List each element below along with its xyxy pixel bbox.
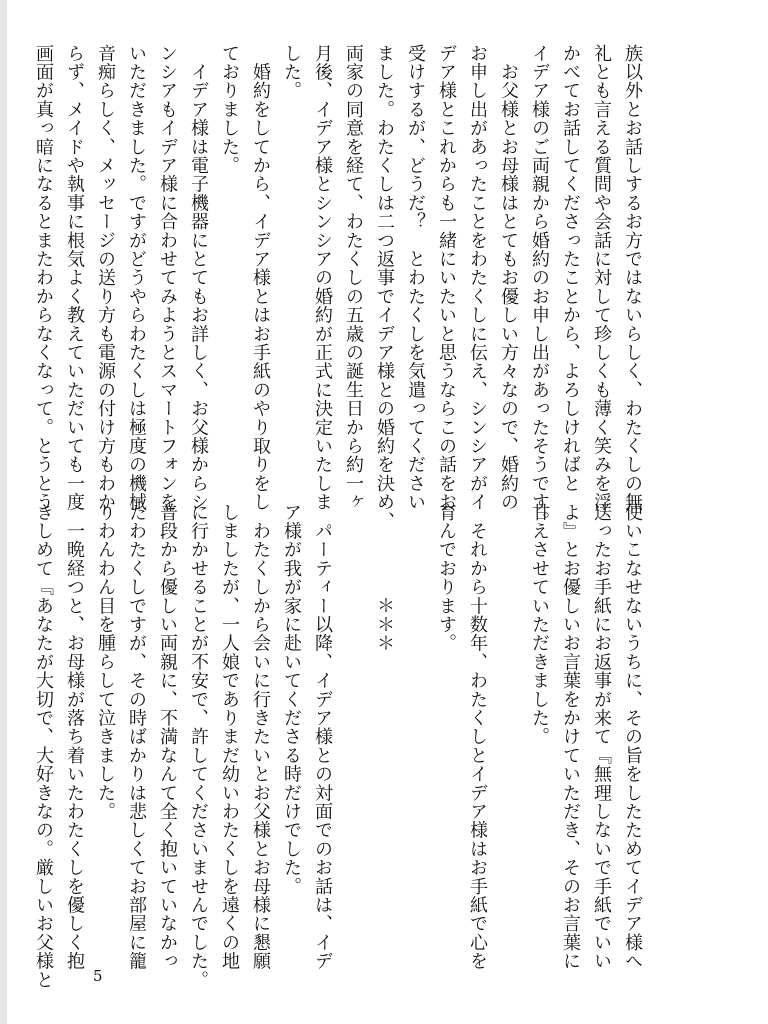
text-column (493, 503, 524, 953)
text-column: パーティー以降、イデア様との対面でのお話は、イデ (312, 503, 333, 971)
text-column: 普段から優しい両親に、不満なんて全く抱いていなかっ (157, 503, 178, 971)
text-column: ました。わたくしは二つ返事でイデア様との婚約を決め、 (374, 44, 395, 531)
text-column: お申し出があったことをわたくしに伝え、シンシアがイ (467, 44, 488, 512)
text-column: 受けするが、どうだ？ とわたくしを気遣ってください (405, 44, 426, 512)
page-number: 5 (93, 967, 103, 985)
text-column: 育んでおります。 (436, 503, 457, 653)
text-column: 婚約をしてから、イデア様とはお手紙のやり取りをし (250, 44, 271, 512)
text-column: かべてお話してくださったことから、よろしければと (560, 44, 581, 493)
text-column: イデア様は電子機器にとてもお詳しく、お父様からシ (188, 44, 209, 512)
text-column (338, 503, 369, 953)
text-column: しましたが、一人娘でありまだ幼いわたくしを遠くの地 (219, 503, 240, 971)
text-column: ンシアもイデア様に合わせてみようとスマートフォンを (157, 44, 178, 512)
text-block-top (28, 44, 648, 531)
text-column: ＊＊＊ (374, 503, 395, 653)
text-column: たわたくしですが、その時ばかりは悲しくてお部屋に籠 (126, 503, 147, 971)
text-column: 画面が真っ暗になるとまたわからなくなって。とうとう (33, 44, 54, 512)
text-column: お父様とお母様はとてもお優しい方々なので、婚約の (498, 44, 519, 512)
text-column: に行かせることが不安で、許してくださいませんでした。 (188, 503, 209, 990)
text-column: した。 (281, 44, 302, 101)
text-column: りわんわん目を腫らして泣きました。 (95, 503, 116, 821)
text-column: それから十数年、わたくしとイデア様はお手紙で心を (467, 503, 488, 971)
text-column (400, 503, 431, 953)
text-column: 一晩経つと、お母様が落ち着いたわたくしを優しく抱 (64, 503, 85, 971)
text-column: ア様が我が家に赴いてくださる時だけでした。 (281, 503, 302, 896)
text-column: 礼とも言える質問や会話に対して珍しくも薄く笑みを浮 (591, 44, 612, 512)
text-column: きしめて『あなたが大切で、大好きなの。厳しいお父様と (33, 503, 54, 990)
text-column: 音痴らしく、メッセージの送り方も電源の付け方もわか (95, 44, 116, 512)
text-column: イデア様のご両親から婚約のお申し出があったそうです。 (529, 44, 550, 531)
text-column: 両家の同意を経て、わたくしの五歳の誕生日から約一ヶ (343, 44, 364, 512)
text-column: 族以外とお話しするお方ではないらしく、わたくしの無 (622, 44, 643, 512)
text-column: 甘えさせていただきました。 (529, 503, 550, 747)
text-block-bottom (28, 503, 648, 990)
text-column: 月後、イデア様とシンシアの婚約が正式に決定いたしま (312, 44, 333, 512)
text-column: 使いこなせないうちに、その旨をしたためてイデア様へ (622, 503, 643, 971)
text-column: いただきました。ですがどうやらわたくしは極度の機械 (126, 44, 147, 512)
text-column: デア様とこれからも一緒にいたいと思うならこの話をお (436, 44, 457, 512)
text-column: よ』とお優しいお言葉をかけていただき、そのお言葉に (560, 503, 581, 971)
text-column: らず、メイドや執事に根気よく教えていただいても一度 (64, 44, 85, 512)
text-column: ておりました。 (219, 44, 240, 175)
text-column: わたくしから会いに行きたいとお父様とお母様に懇願 (250, 503, 271, 971)
text-column: 送ったお手紙にお返事が来て『無理しないで手紙でいい (591, 503, 612, 971)
